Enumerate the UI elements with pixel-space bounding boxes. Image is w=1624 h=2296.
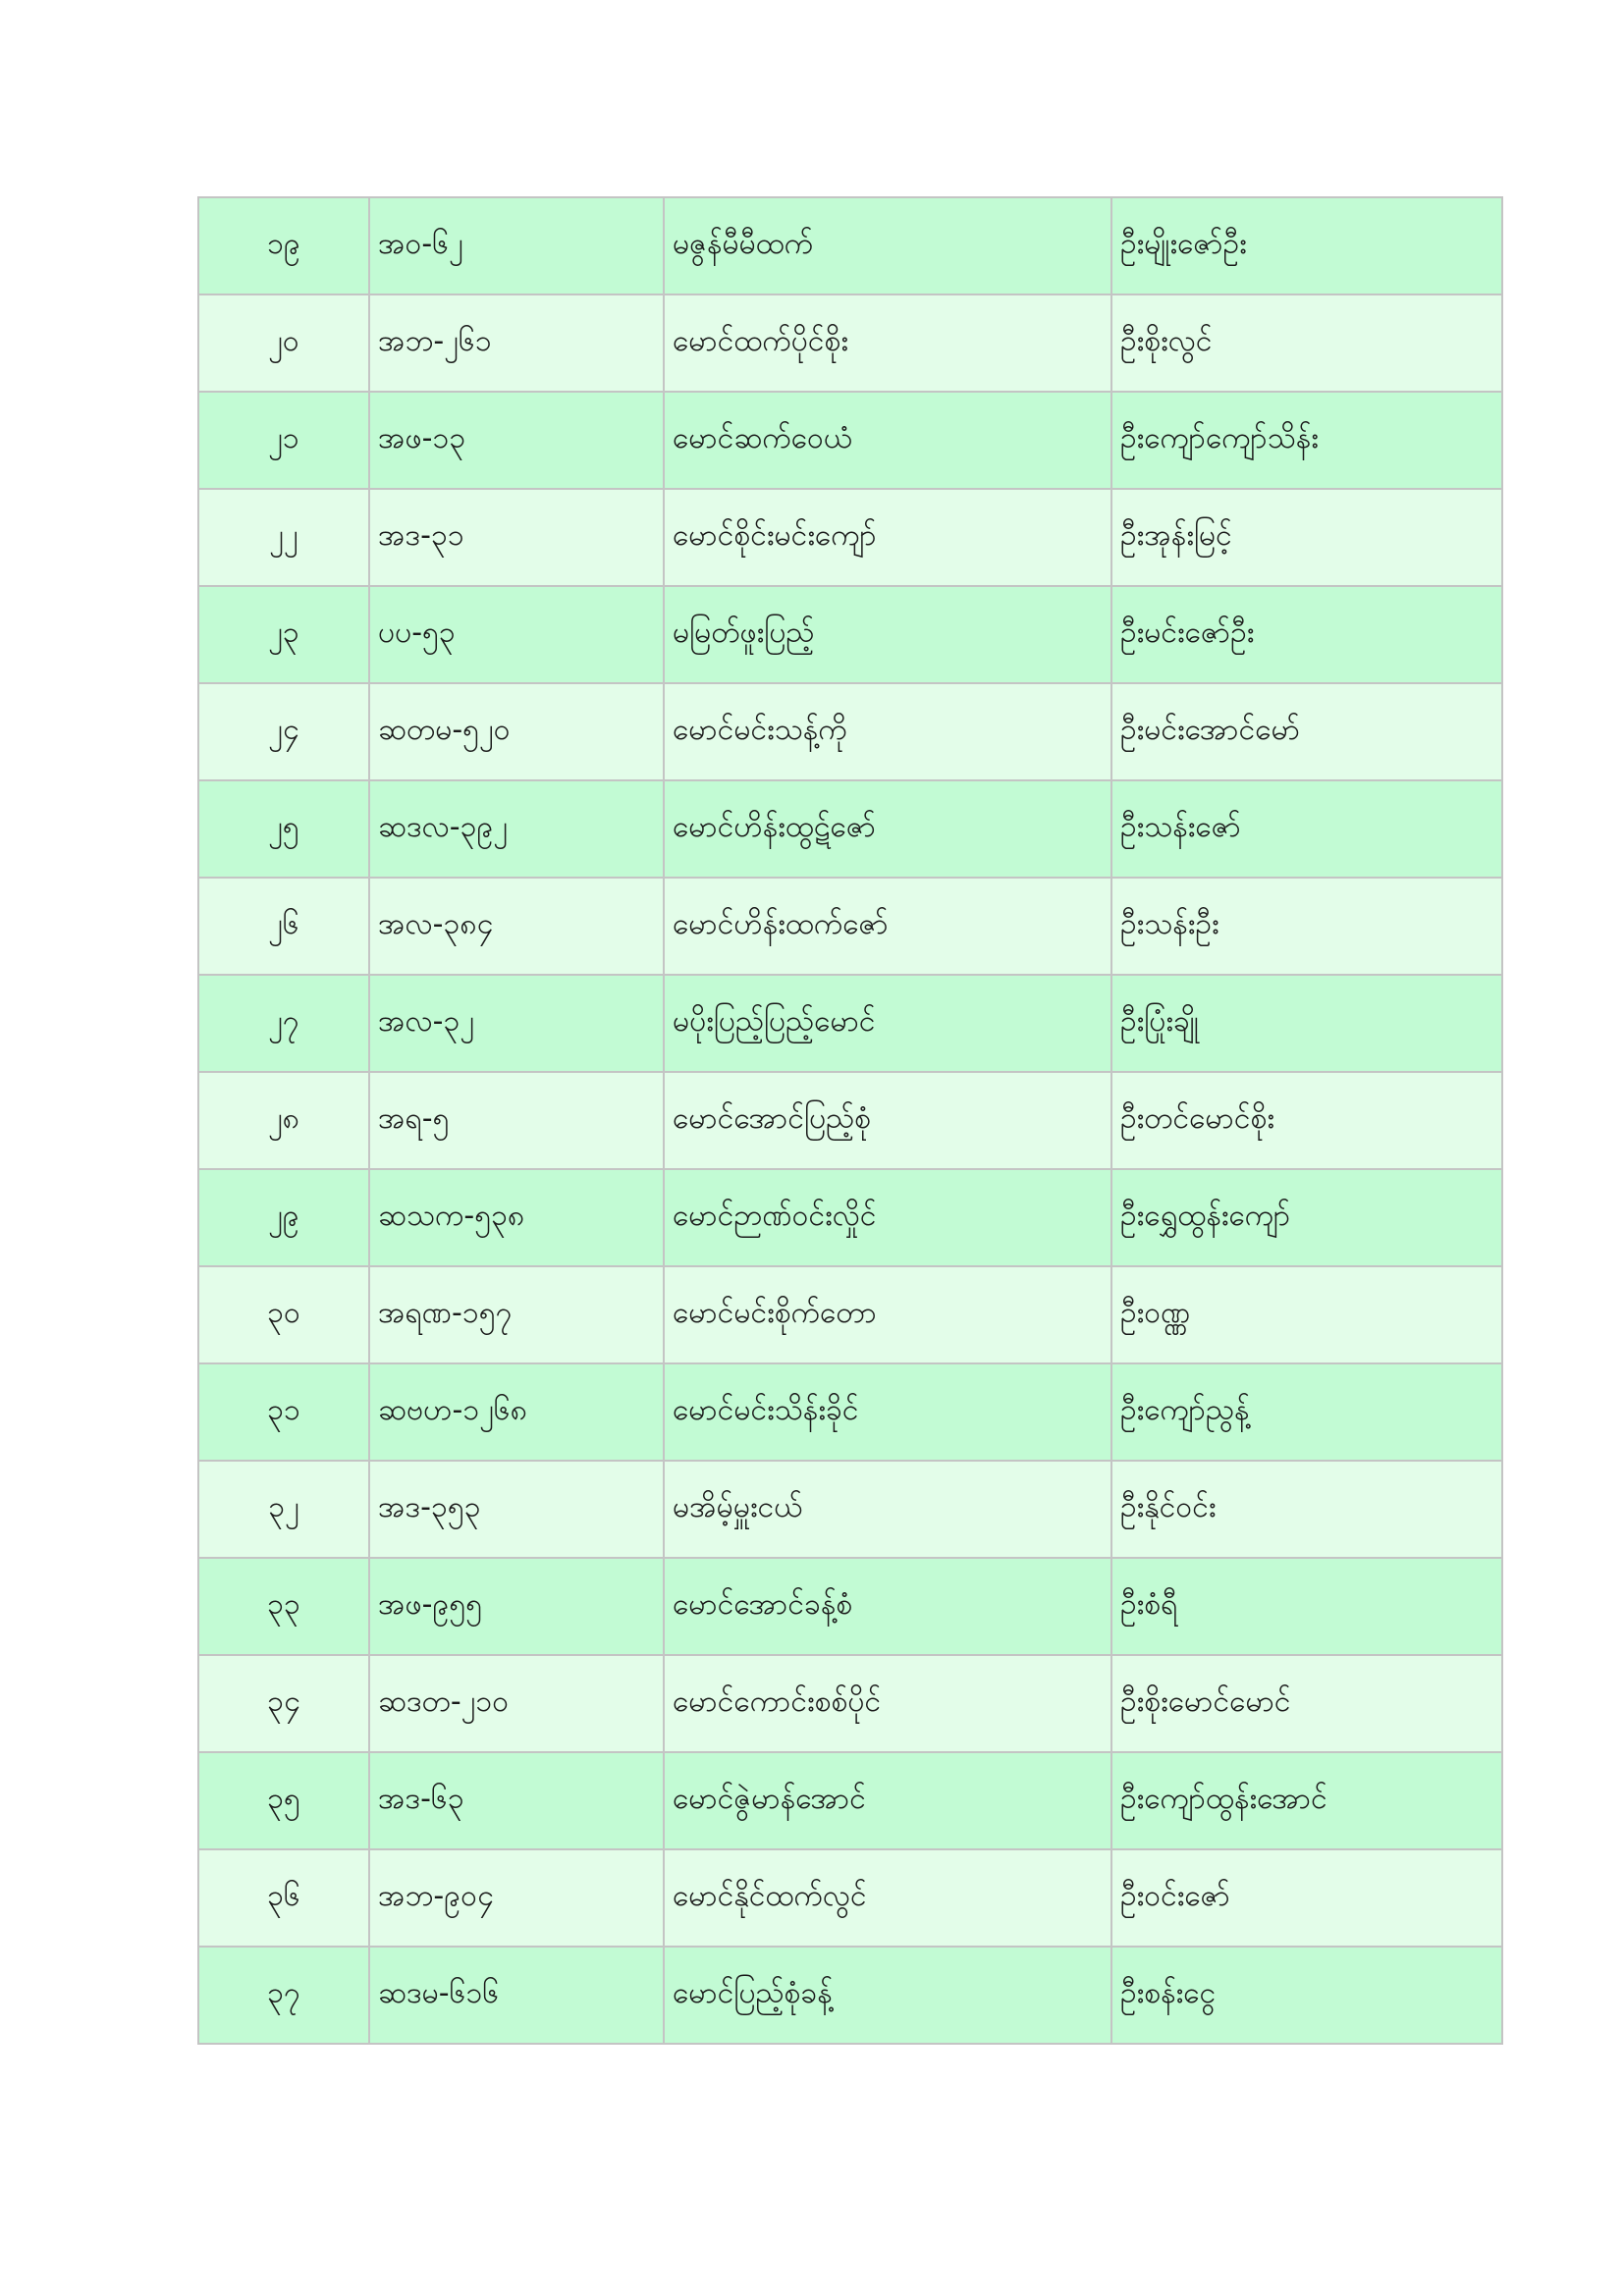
table-row [198,392,1502,489]
table-row [198,1461,1502,1558]
roll-id: အဖ-၉၅၅ [369,1558,664,1655]
student-name: မောင်ကောင်းစစ်ပိုင် [664,1655,1111,1752]
row-number: ၃၄ [198,1655,369,1752]
table-row [198,197,1502,294]
table-row [198,780,1502,878]
table-row [198,1752,1502,1849]
student-name: မောင်ပြည့်စုံခန့် [664,1947,1111,2044]
father-name: ဦးမင်းဇော်ဦး [1111,586,1502,683]
roll-id: ဆတမ-၅၂၀ [369,683,664,780]
roll-id: အလ-၃၂ [369,975,664,1072]
student-name: မောင်အောင်ခန့်စံ [664,1558,1111,1655]
row-number: ၂၃ [198,586,369,683]
roll-id: အရ-၅ [369,1072,664,1169]
row-number: ၃၆ [198,1849,369,1947]
student-name: မောင်ဆက်ဝေယံ [664,392,1111,489]
table-row [198,1558,1502,1655]
table-row [198,1849,1502,1947]
document-table-container [197,196,1501,2045]
father-name: ဦးပြုံးချို [1111,975,1502,1072]
roll-id: ဆဒမ-၆၁၆ [369,1947,664,2044]
roll-id: ဆဒတ-၂၁၀ [369,1655,664,1752]
student-name: မောင်မင်းသိန်းခိုင် [664,1363,1111,1461]
table-row [198,683,1502,780]
student-name: မောင်ထက်ပိုင်စိုး [664,294,1111,392]
father-name: ဦးဝဏ္ဏ [1111,1266,1502,1363]
roll-id: အဒ-၆၃ [369,1752,664,1849]
father-name: ဦးစိုးမောင်မောင် [1111,1655,1502,1752]
father-name: ဦးဝင်းဇော် [1111,1849,1502,1947]
roll-id: ဆဒလ-၃၉၂ [369,780,664,878]
row-number: ၂၉ [198,1169,369,1266]
row-number: ၃၁ [198,1363,369,1461]
student-list-table [197,196,1503,2045]
table-body [198,197,1502,2044]
row-number: ၃၃ [198,1558,369,1655]
row-number: ၁၉ [198,197,369,294]
father-name: ဦးအုန်းမြင့် [1111,489,1502,586]
row-number: ၂၆ [198,878,369,975]
table-row [198,1169,1502,1266]
row-number: ၂၈ [198,1072,369,1169]
father-name: ဦးရွှေထွန်းကျော် [1111,1169,1502,1266]
student-name: မောင်မင်းစိုက်တော [664,1266,1111,1363]
father-name: ဦးသန်းဇော် [1111,780,1502,878]
row-number: ၃၇ [198,1947,369,2044]
roll-id: အဘ-၂၆၁ [369,294,664,392]
student-name: မဇွန်မီမီထက် [664,197,1111,294]
student-name: မောင်ဟိန်းထက်ဇော် [664,878,1111,975]
student-name: မောင်နိုင်ထက်လွင် [664,1849,1111,1947]
row-number: ၂၇ [198,975,369,1072]
row-number: ၃၂ [198,1461,369,1558]
roll-id: အဘ-၉၀၄ [369,1849,664,1947]
roll-id: ဆသက-၅၃၈ [369,1169,664,1266]
table-row [198,586,1502,683]
roll-id: အဝ-၆၂ [369,197,664,294]
father-name: ဦးမင်းအောင်မော် [1111,683,1502,780]
student-name: မောင်အောင်ပြည့်စုံ [664,1072,1111,1169]
roll-id: အလ-၃၈၄ [369,878,664,975]
roll-id: အဖ-၁၃ [369,392,664,489]
father-name: ဦးမျိုးဇော်ဦး [1111,197,1502,294]
father-name: ဦးသန်းဦး [1111,878,1502,975]
student-name: မောင်မင်းသန့်ကို [664,683,1111,780]
father-name: ဦးကျော်ညွန့် [1111,1363,1502,1461]
table-row [198,1072,1502,1169]
roll-id: ဆဗဟ-၁၂၆၈ [369,1363,664,1461]
father-name: ဦးကျော်ထွန်းအောင် [1111,1752,1502,1849]
table-row [198,294,1502,392]
table-row [198,489,1502,586]
roll-id: အဒ-၃၅၃ [369,1461,664,1558]
table-row [198,878,1502,975]
student-name: မမြတ်ဖူးပြည့် [664,586,1111,683]
row-number: ၃၅ [198,1752,369,1849]
student-name: မပိုးပြည့်ပြည့်မောင် [664,975,1111,1072]
father-name: ဦးနိုင်ဝင်း [1111,1461,1502,1558]
table-row [198,1947,1502,2044]
row-number: ၂၄ [198,683,369,780]
student-name: မောင်ဟိန်းထွဋ်ဇော် [664,780,1111,878]
roll-id: အဒ-၃၁ [369,489,664,586]
student-name: မအိမ့်မှူးငယ် [664,1461,1111,1558]
father-name: ဦးစန်းငွေ [1111,1947,1502,2044]
row-number: ၂၂ [198,489,369,586]
roll-id: ပပ-၅၃ [369,586,664,683]
student-name: မောင်ဇွဲမာန်အောင် [664,1752,1111,1849]
table-row [198,1363,1502,1461]
father-name: ဦးတင်မောင်စိုး [1111,1072,1502,1169]
father-name: ဦးကျော်ကျော်သိန်း [1111,392,1502,489]
row-number: ၂၁ [198,392,369,489]
row-number: ၂၀ [198,294,369,392]
father-name: ဦးစံရီ [1111,1558,1502,1655]
student-name: မောင်ဉာဏ်ဝင်းလှိုင် [664,1169,1111,1266]
table-row [198,1655,1502,1752]
table-row [198,1266,1502,1363]
row-number: ၃၀ [198,1266,369,1363]
father-name: ဦးစိုးလွင် [1111,294,1502,392]
student-name: မောင်စိုင်းမင်းကျော် [664,489,1111,586]
row-number: ၂၅ [198,780,369,878]
table-row [198,975,1502,1072]
roll-id: အရဏ-၁၅၇ [369,1266,664,1363]
